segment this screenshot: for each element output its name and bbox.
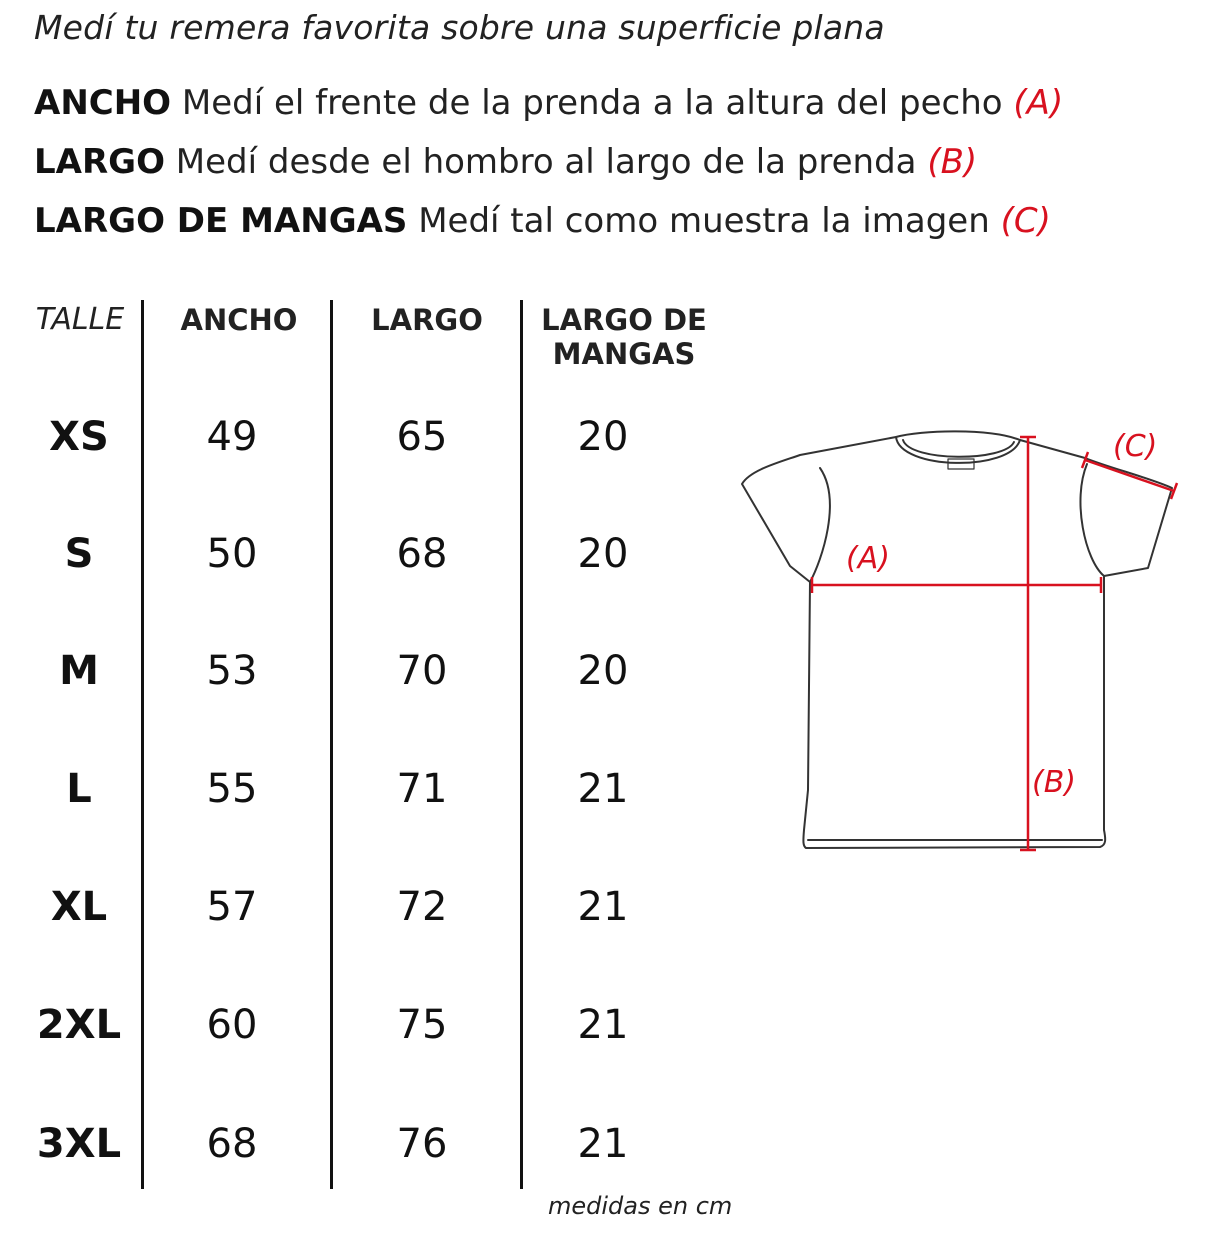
ancho-cell: 50 (206, 531, 258, 577)
definition-text: Medí desde el hombro al largo de la prenda (175, 142, 917, 182)
size-cell: M (59, 648, 99, 694)
definition-largo-de-mangas (34, 201, 1051, 241)
tshirt-outline (742, 431, 1172, 848)
table-row (0, 407, 720, 467)
mangas-cell: 21 (577, 766, 629, 812)
intro-text: Medí tu remera favorita sobre una superficie plana (34, 8, 885, 47)
size-cell: XL (50, 884, 108, 930)
size-cell: 2XL (36, 1002, 122, 1048)
ancho-cell: 60 (206, 1002, 258, 1048)
header-mangas-line2: MANGAS (552, 337, 696, 371)
largo-cell: 70 (396, 648, 448, 694)
definition-mark: (A) (1013, 83, 1064, 123)
largo-cell: 68 (396, 531, 448, 577)
header-largo: LARGO (371, 303, 483, 337)
header-mangas-line1: LARGO DE (541, 303, 707, 337)
ancho-cell: 68 (206, 1121, 258, 1167)
definition-mark: (B) (927, 142, 978, 182)
ancho-cell: 55 (206, 766, 258, 812)
definition-mark: (C) (1000, 201, 1051, 241)
size-cell: XS (49, 414, 109, 460)
header-talle: TALLE (35, 302, 125, 337)
definition-term: LARGO (34, 142, 165, 182)
mangas-cell: 21 (577, 1121, 629, 1167)
ancho-cell: 49 (206, 414, 258, 460)
definition-term: ANCHO (34, 83, 172, 123)
table-row (0, 1114, 720, 1174)
header-ancho: ANCHO (180, 303, 298, 337)
largo-cell: 76 (396, 1121, 448, 1167)
size-cell: 3XL (36, 1121, 122, 1167)
measure-lines (812, 437, 1177, 850)
mangas-cell: 20 (577, 414, 629, 460)
definition-largo (34, 142, 977, 182)
tshirt-diagram (730, 420, 1190, 865)
definition-text: Medí el frente de la prenda a la altura del pecho (181, 83, 1003, 123)
table-row (0, 759, 720, 819)
table-row (0, 641, 720, 701)
mangas-cell: 21 (577, 884, 629, 930)
label-c: (C) (1113, 429, 1158, 464)
largo-cell: 71 (396, 766, 448, 812)
mangas-cell: 21 (577, 1002, 629, 1048)
header-largo-de-mangas (524, 303, 724, 371)
mangas-cell: 20 (577, 531, 629, 577)
ancho-cell: 57 (206, 884, 258, 930)
size-cell: S (64, 531, 94, 577)
definition-ancho (34, 83, 1063, 123)
size-cell: L (66, 766, 92, 812)
table-row (0, 524, 720, 584)
definition-term: LARGO DE MANGAS (34, 201, 408, 241)
label-b: (B) (1032, 765, 1076, 800)
table-row (0, 995, 720, 1055)
table-row (0, 877, 720, 937)
label-a: (A) (846, 541, 890, 576)
mangas-cell: 20 (577, 648, 629, 694)
definition-text: Medí tal como muestra la imagen (418, 201, 990, 241)
units-note: medidas en cm (548, 1192, 733, 1220)
ancho-cell: 53 (206, 648, 258, 694)
largo-cell: 75 (396, 1002, 448, 1048)
largo-cell: 72 (396, 884, 448, 930)
largo-cell: 65 (396, 414, 448, 460)
